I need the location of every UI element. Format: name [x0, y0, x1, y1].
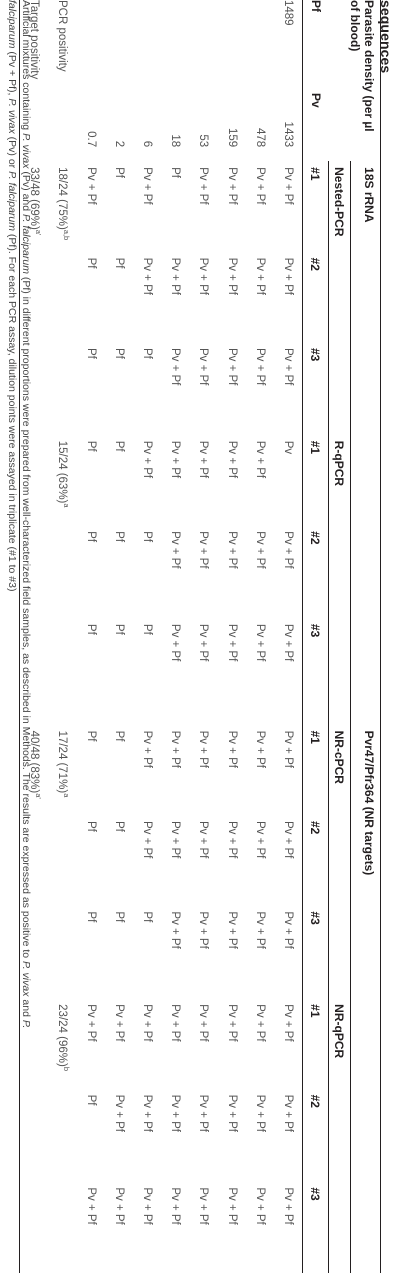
result-cell: Pv + Pf: [140, 1094, 153, 1132]
table-title: sequences: [378, 0, 394, 74]
result-cell: Pv + Pf: [197, 1187, 210, 1225]
replicate-header: #1: [303, 435, 329, 525]
table-footnote: [5, 0, 33, 1273]
result-cell: Pv + Pf: [281, 623, 294, 662]
group-nr-targets: Pvr47/Pfr364 (NR targets): [351, 725, 381, 1273]
replicate-header: #1: [303, 998, 329, 1088]
result-cell: Pv + Pf: [84, 1004, 97, 1042]
result-cell: Pv + Pf: [253, 911, 266, 949]
table-row: [161, 0, 189, 1273]
result-cell: Pv + Pf: [169, 347, 182, 386]
replicate-header: #3: [303, 342, 329, 435]
target-positivity-18s: 33/48 $(69\%)^{a'}$: [20, 161, 49, 724]
result-cell: Pv + Pf: [253, 167, 266, 205]
result-cell: Pv + Pf: [225, 347, 238, 386]
result-cell: Pv + Pf: [253, 1187, 266, 1225]
pv-density-cell: 1433: [281, 121, 294, 148]
result-cell: Pv + Pf: [169, 257, 182, 295]
result-cell: Pf: [84, 820, 97, 832]
replicate-header: #2: [303, 252, 329, 342]
result-cell: Pv + Pf: [112, 1187, 125, 1225]
result-cell: Pv + Pf: [197, 440, 210, 479]
result-cell: Pf: [112, 820, 125, 832]
pf-density-cell: [217, 0, 245, 87]
result-cell: Pf: [84, 257, 97, 269]
result-cell: Pf: [169, 167, 182, 179]
table-row: [217, 0, 245, 1273]
table-row: [105, 0, 133, 1273]
result-cell: Pv + Pf: [281, 730, 294, 768]
pf-density-cell: [161, 0, 189, 87]
pf-header: Pf: [303, 0, 329, 87]
result-cell: Pv + Pf: [197, 257, 210, 295]
result-cell: Pv + Pf: [197, 730, 210, 768]
result-cell: Pf: [112, 347, 125, 359]
result-cell: Pv + Pf: [225, 1094, 238, 1132]
pcr-positivity-nrcpcr: 17/24 $(71\%)^a$: [56, 730, 72, 798]
result-cell: Pf: [112, 531, 125, 543]
table-row: [133, 0, 161, 1273]
result-cell: Pv + Pf: [140, 1004, 153, 1042]
pv-density-cell: 18: [169, 134, 182, 148]
result-cell: Pv + Pf: [225, 911, 238, 949]
result-cell: Pv + Pf: [197, 1094, 210, 1132]
results-table: [20, 0, 382, 1273]
result-cell: Pv + Pf: [169, 1094, 182, 1132]
result-cell: Pf: [84, 440, 97, 452]
result-cell: Pf: [84, 730, 97, 742]
r-qpcr-header: R-qPCR: [329, 435, 351, 725]
density-header: Parasite density (per µl of blood): [329, 0, 381, 161]
result-cell: Pv + Pf: [281, 1004, 294, 1042]
result-cell: Pf: [112, 257, 125, 269]
result-cell: Pv + Pf: [197, 911, 210, 949]
result-cell: Pv + Pf: [169, 531, 182, 569]
result-cell: Pv + Pf: [84, 167, 97, 205]
result-cell: Pf: [112, 440, 125, 452]
pf-density-cell: [189, 0, 217, 87]
group-18s-rrna: 18S rRNA: [351, 161, 381, 724]
result-cell: Pv + Pf: [197, 347, 210, 386]
result-cell: Pv + Pf: [140, 167, 153, 205]
result-cell: Pv + Pf: [197, 531, 210, 569]
result-cell: Pv + Pf: [225, 820, 238, 859]
pf-density-cell: [246, 0, 274, 87]
nr-qpcr-header: NR-qPCR: [329, 998, 351, 1273]
table-row: [274, 0, 303, 1273]
replicate-header: #1: [303, 725, 329, 815]
result-cell: Pv + Pf: [281, 167, 294, 205]
result-cell: Pv + Pf: [253, 623, 266, 662]
result-cell: Pf: [112, 911, 125, 923]
pv-density-cell: 2: [112, 140, 125, 148]
table-row: [189, 0, 217, 1273]
result-cell: Pv + Pf: [253, 1094, 266, 1132]
result-cell: Pv + Pf: [197, 820, 210, 859]
pv-density-cell: 159: [225, 127, 238, 148]
result-cell: Pv + Pf: [225, 623, 238, 662]
result-cell: Pv + Pf: [281, 1094, 294, 1132]
pcr-positivity-nrqpcr: 23/24 $(96\%)^b$: [56, 1004, 72, 1071]
result-cell: Pf: [140, 347, 153, 359]
replicate-header: #2: [303, 525, 329, 618]
pv-header: Pv: [303, 87, 329, 161]
replicate-header: #3: [303, 618, 329, 725]
result-cell: Pf: [84, 623, 97, 635]
result-cell: Pv + Pf: [140, 730, 153, 768]
result-cell: Pv + Pf: [112, 1094, 125, 1132]
result-cell: Pv + Pf: [197, 1004, 210, 1042]
result-cell: Pv + Pf: [140, 820, 153, 859]
result-cell: Pv + Pf: [197, 623, 210, 662]
result-cell: Pv + Pf: [140, 257, 153, 295]
replicate-header: #1: [303, 161, 329, 251]
result-cell: Pv + Pf: [169, 440, 182, 479]
result-cell: Pv + Pf: [253, 730, 266, 768]
result-cell: Pv + Pf: [169, 820, 182, 859]
result-cell: Pv + Pf: [169, 911, 182, 949]
nr-cpcr-header: NR-cPCR: [329, 725, 351, 999]
result-cell: Pf: [84, 911, 97, 923]
target-positivity-nr: 40/48 $(83\%)^{a'}$: [20, 725, 49, 1273]
result-cell: Pv + Pf: [253, 347, 266, 386]
replicate-header: #2: [303, 815, 329, 905]
result-cell: Pf: [112, 730, 125, 742]
result-cell: Pv: [281, 440, 294, 455]
result-cell: Pv + Pf: [281, 1187, 294, 1225]
result-cell: Pv + Pf: [281, 347, 294, 386]
result-cell: Pv + Pf: [253, 257, 266, 295]
replicate-header: #2: [303, 1089, 329, 1182]
result-cell: Pv + Pf: [169, 1004, 182, 1042]
replicate-header: #3: [303, 1181, 329, 1273]
result-cell: Pv + Pf: [281, 820, 294, 859]
result-cell: Pf: [112, 623, 125, 635]
result-cell: Pf: [140, 911, 153, 923]
pv-density-cell: 6: [140, 140, 153, 148]
pf-density-cell: [105, 0, 133, 87]
pcr-positivity-nested: 18/24 $(75\%)^{a,b}$: [56, 167, 72, 241]
result-cell: Pf: [84, 347, 97, 359]
result-cell: Pv + Pf: [169, 1187, 182, 1225]
result-cell: Pv + Pf: [225, 257, 238, 295]
result-cell: Pv + Pf: [281, 257, 294, 295]
pf-density-cell: [77, 0, 105, 87]
result-cell: Pv + Pf: [225, 1004, 238, 1042]
pv-density-cell: 478: [253, 127, 266, 148]
result-cell: Pf: [140, 623, 153, 635]
result-cell: Pv + Pf: [253, 440, 266, 479]
result-cell: Pv + Pf: [225, 730, 238, 768]
nested-pcr-header: Nested-PCR: [329, 161, 351, 435]
result-cell: Pv + Pf: [140, 440, 153, 479]
footnote-line-2: falciparum (Pv + Pf), P. vivax (Pv) or P. falciparum (Pf). For each PCR assay, dilution points were assayed in triplicate (#1 to #3): [6, 0, 18, 592]
result-cell: Pv + Pf: [253, 1004, 266, 1042]
pv-density-cell: 0.7: [84, 131, 97, 148]
result-cell: Pf: [112, 167, 125, 179]
pv-density-cell: 53: [197, 134, 210, 148]
result-cell: Pv + Pf: [225, 440, 238, 479]
table-row: [246, 0, 274, 1273]
table-row: [77, 0, 105, 1273]
result-cell: Pv + Pf: [197, 167, 210, 205]
result-cell: Pv + Pf: [253, 531, 266, 569]
target-positivity-label: Target positivity: [20, 0, 49, 161]
pcr-positivity-label: PCR positivity: [56, 0, 69, 72]
result-cell: Pv + Pf: [225, 167, 238, 205]
result-cell: Pv + Pf: [169, 623, 182, 662]
result-cell: Pf: [84, 531, 97, 543]
pf-density-cell: [133, 0, 161, 87]
result-cell: Pv + Pf: [140, 1187, 153, 1225]
result-cell: Pv + Pf: [112, 1004, 125, 1042]
result-cell: Pv + Pf: [169, 730, 182, 768]
result-cell: Pf: [84, 1094, 97, 1106]
result-cell: Pv + Pf: [281, 531, 294, 569]
result-cell: Pv + Pf: [84, 1187, 97, 1225]
pcr-positivity-rqpcr: 15/24 $(63\%)^a$: [56, 440, 72, 508]
pf-density-cell: 1489: [281, 0, 294, 26]
result-cell: Pv + Pf: [225, 531, 238, 569]
footnote-line-1: Artificial mixtures containing P. vivax (Pv) and P. falciparum (Pf) in different proportions were prepared from well-characterized field samples, as described in Methods. The results are expressed as positive to P. vivax and P.: [20, 0, 32, 1029]
result-cell: Pf: [140, 531, 153, 543]
result-cell: Pv + Pf: [281, 911, 294, 949]
result-cell: Pv + Pf: [225, 1187, 238, 1225]
result-cell: Pv + Pf: [253, 820, 266, 859]
replicate-header: #3: [303, 905, 329, 998]
